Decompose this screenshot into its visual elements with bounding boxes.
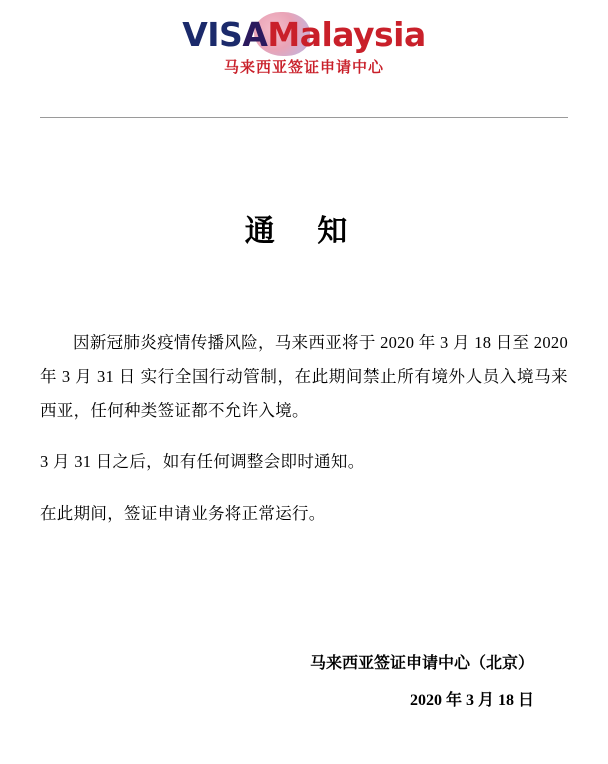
header-divider bbox=[40, 117, 568, 118]
visa-malaysia-logo bbox=[182, 15, 426, 77]
paragraph-2: 3 月 31 日之后，如有任何调整会即时通知。 bbox=[40, 452, 365, 472]
logo-visa-text: VIS bbox=[182, 15, 243, 54]
document-header bbox=[40, 0, 568, 118]
logo-visa-accent-letter: A bbox=[242, 15, 268, 54]
logo-malaysia-text: Malaysia bbox=[267, 15, 426, 54]
logo-subtitle: 马来西亚签证申请中心 bbox=[223, 58, 384, 76]
signature-block bbox=[310, 646, 534, 720]
signature-date: 2020 年 3 月 18 日 bbox=[409, 692, 534, 710]
paragraph-1: 因新冠肺炎疫情传播风险，马来西亚将于 2020 年 3 月 18 日至 2020 年 3 月 31 日 实行全国行动管制，在此期间禁止所有境外人员入境马来西亚，任何种类签证都不允许入境。 bbox=[40, 333, 568, 420]
signature-organization: 马来西亚签证申请中心（北京） bbox=[309, 655, 534, 673]
logo-wordmark bbox=[182, 15, 426, 54]
document-body bbox=[40, 326, 568, 531]
page-title: 通 知 bbox=[244, 214, 364, 249]
paragraph-3: 在此期间，签证申请业务将正常运行。 bbox=[40, 504, 326, 524]
